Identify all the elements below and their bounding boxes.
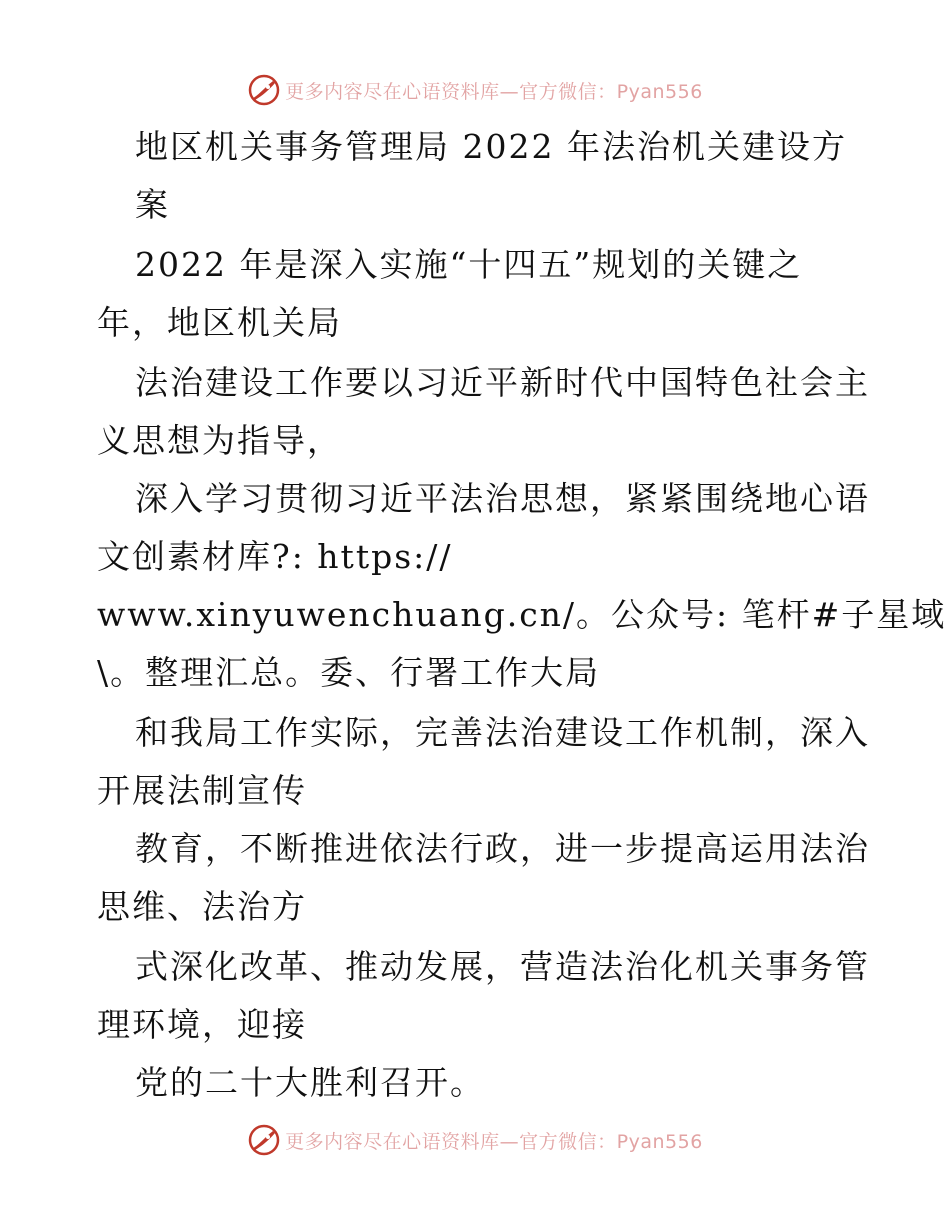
paragraph-line: 理环境，迎接 [97, 1005, 307, 1044]
paragraph-line: 年，地区机关局 [97, 303, 342, 342]
paragraph-line: 文创素材库?: https:// [97, 537, 453, 576]
header-watermark-text: 更多内容尽在心语资料库—官方微信：Pyan556 [285, 80, 703, 103]
paragraph-line: 式深化改革、推动发展，营造法治化机关事务管 [135, 947, 870, 986]
document-title-continued: 案 [135, 185, 170, 224]
paragraph-line: 教育，不断推进依法行政，进一步提高运用法治 [135, 829, 870, 868]
paragraph-line: \。整理汇总。委、行署工作大局 [97, 653, 601, 692]
paragraph-line: 法治建设工作要以习近平新时代中国特色社会主 [135, 363, 870, 402]
pen-nib-logo-icon [247, 1123, 281, 1157]
document-title: 地区机关事务管理局 2022 年法治机关建设方 [135, 127, 847, 166]
paragraph-line: 深入学习贯彻习近平法治思想，紧紧围绕地心语 [135, 479, 870, 518]
paragraph-line: 思维、法治方 [97, 887, 307, 926]
paragraph-line: 开展法制宣传 [97, 771, 307, 810]
footer-watermark-text: 更多内容尽在心语资料库—官方微信：Pyan556 [285, 1130, 703, 1153]
paragraph-line: 义思想为指导， [97, 421, 342, 460]
header-banner [0, 70, 950, 110]
paragraph-line: 和我局工作实际，完善法治建设工作机制，深入 [135, 713, 870, 752]
paragraph-line: www.xinyuwenchuang.cn/。公众号: 笔杆#子星域 [97, 595, 947, 634]
paragraph-line: 2022 年是深入实施“十四五”规划的关键之 [135, 245, 803, 284]
paragraph-line: 党的二十大胜利召开。 [135, 1063, 485, 1102]
footer-banner [0, 1120, 950, 1160]
pen-nib-logo-icon [247, 73, 281, 107]
